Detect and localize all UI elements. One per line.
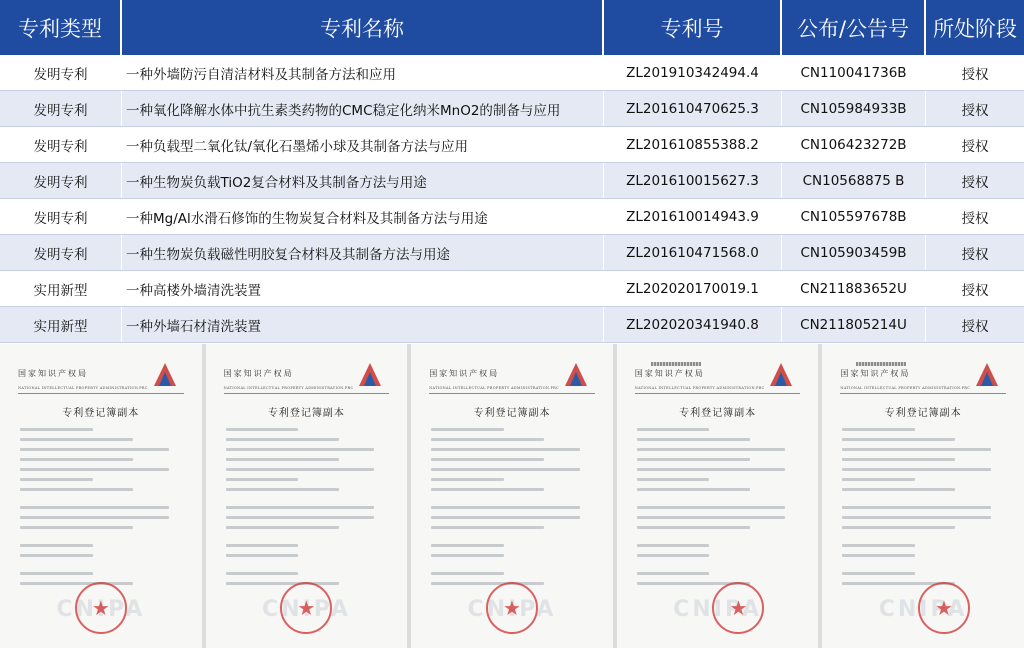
certificate-watermark: CNIPA [878, 597, 968, 622]
certificate-title: 专利登记簿副本 [62, 408, 140, 419]
patent-certificate [617, 344, 819, 648]
table-row [0, 163, 1024, 199]
cell-stage: 授权 [961, 246, 989, 263]
certificate-text [637, 428, 799, 592]
official-seal-icon [712, 582, 764, 634]
certificate-title: 专利登记簿副本 [267, 408, 345, 419]
cell-type: 发明专利 [0, 163, 122, 198]
cnipa-logo-icon [972, 360, 1002, 390]
official-seal-icon [75, 582, 127, 634]
certificate-gallery [0, 344, 1024, 648]
certificate-office-name: 国家知识产权局 [634, 369, 705, 378]
cell-name: 一种负载型二氧化钛/氧化石墨烯小球及其制备方法与应用 [122, 127, 604, 162]
cnipa-logo-icon [355, 360, 385, 390]
cell-type: 实用新型 [0, 271, 122, 306]
table-row [0, 91, 1024, 127]
redacted-mark [856, 362, 906, 366]
cell-type: 发明专利 [0, 127, 122, 162]
patent-certificate [411, 344, 613, 648]
cell-stage: 授权 [961, 318, 989, 335]
cell-number: ZL201610470625.3 [604, 91, 782, 126]
certificate-title: 专利登记簿副本 [884, 408, 962, 419]
cell-stage: 授权 [961, 174, 989, 191]
certificate-office-name-en: NATIONAL INTELLECTUAL PROPERTY ADMINISTRATION.PRC [840, 386, 971, 390]
cell-publication: CN10568875 B [782, 163, 926, 198]
column-header-stage: 所处阶段 [933, 16, 1017, 41]
certificate-text [226, 428, 388, 592]
column-header-name: 专利名称 [122, 0, 604, 55]
certificate-office-name: 国家知识产权局 [429, 369, 500, 378]
table-row [0, 271, 1024, 307]
table-header [0, 0, 1024, 55]
certificate-office-name: 国家知识产权局 [840, 369, 911, 378]
patent-certificate [822, 344, 1024, 648]
cell-type: 发明专利 [0, 235, 122, 270]
official-seal-icon [280, 582, 332, 634]
cell-name: 一种氧化降解水体中抗生素类药物的CMC稳定化纳米MnO2的制备与应用 [122, 91, 604, 126]
cell-publication: CN105903459B [782, 235, 926, 270]
cell-publication: CN110041736B [782, 55, 926, 90]
certificate-watermark: CNIPA [467, 597, 557, 622]
certificate-office-name-en: NATIONAL INTELLECTUAL PROPERTY ADMINISTRATION.PRC [18, 386, 148, 390]
certificate-text [431, 428, 593, 592]
cell-publication: CN105984933B [782, 91, 926, 126]
cell-number: ZL201610471568.0 [604, 235, 782, 270]
cell-name: 一种Mg/Al水滑石修饰的生物炭复合材料及其制备方法与用途 [122, 199, 604, 234]
cell-stage: 授权 [961, 210, 989, 227]
table-row [0, 199, 1024, 235]
certificate-office-name: 国家知识产权局 [18, 369, 88, 378]
divider [840, 393, 1006, 394]
certificate-office-name-en: NATIONAL INTELLECTUAL PROPERTY ADMINISTRATION.PRC [429, 386, 560, 390]
official-seal-icon [918, 582, 970, 634]
certificate-text [20, 428, 182, 592]
cell-name: 一种外墙防污自清洁材料及其制备方法和应用 [122, 55, 604, 90]
cell-number: ZL202020341940.8 [604, 307, 782, 342]
column-header-number: 专利号 [604, 0, 782, 55]
cell-name: 一种生物炭负载TiO2复合材料及其制备方法与用途 [122, 163, 604, 198]
cell-number: ZL202020170019.1 [604, 271, 782, 306]
cell-number: ZL201610855388.2 [604, 127, 782, 162]
cell-number: ZL201610014943.9 [604, 199, 782, 234]
cell-type: 发明专利 [0, 199, 122, 234]
divider [224, 393, 390, 394]
cell-number: ZL201910342494.4 [604, 55, 782, 90]
certificate-office-name-en: NATIONAL INTELLECTUAL PROPERTY ADMINISTRATION.PRC [634, 386, 765, 390]
column-header-type: 专利类型 [0, 0, 122, 55]
cell-stage: 授权 [961, 102, 989, 119]
table-row [0, 307, 1024, 343]
cnipa-logo-icon [150, 360, 180, 390]
column-header-publication: 公布/公告号 [782, 0, 926, 55]
table-body [0, 55, 1024, 343]
table-row [0, 235, 1024, 271]
cell-type: 实用新型 [0, 307, 122, 342]
cell-type: 发明专利 [0, 55, 122, 90]
divider [635, 393, 801, 394]
table-row [0, 127, 1024, 163]
certificate-title: 专利登记簿副本 [473, 408, 551, 419]
divider [18, 393, 184, 394]
certificate-title: 专利登记簿副本 [679, 408, 757, 419]
certificate-office-name-en: NATIONAL INTELLECTUAL PROPERTY ADMINISTRATION.PRC [223, 386, 354, 390]
certificate-office-name: 国家知识产权局 [223, 369, 294, 378]
cell-stage: 授权 [961, 66, 989, 83]
cell-publication: CN211883652U [782, 271, 926, 306]
cell-publication: CN211805214U [782, 307, 926, 342]
cell-type: 发明专利 [0, 91, 122, 126]
cell-name: 一种高楼外墙清洗装置 [122, 271, 604, 306]
cell-stage: 授权 [961, 282, 989, 299]
divider [429, 393, 595, 394]
cell-name: 一种外墙石材清洗装置 [122, 307, 604, 342]
certificate-watermark: CNIPA [261, 597, 351, 622]
cell-name: 一种生物炭负载磁性明胶复合材料及其制备方法与用途 [122, 235, 604, 270]
cell-number: ZL201610015627.3 [604, 163, 782, 198]
patent-certificate [206, 344, 408, 648]
cell-stage: 授权 [961, 138, 989, 155]
official-seal-icon [486, 582, 538, 634]
cnipa-logo-icon [766, 360, 796, 390]
table-row [0, 55, 1024, 91]
cell-publication: CN105597678B [782, 199, 926, 234]
cnipa-logo-icon [561, 360, 591, 390]
certificate-watermark: CNIPA [673, 597, 763, 622]
patent-certificate [0, 344, 202, 648]
certificate-text [842, 428, 1004, 592]
cell-publication: CN106423272B [782, 127, 926, 162]
certificate-watermark: CNIPA [56, 597, 146, 622]
redacted-mark [651, 362, 701, 366]
